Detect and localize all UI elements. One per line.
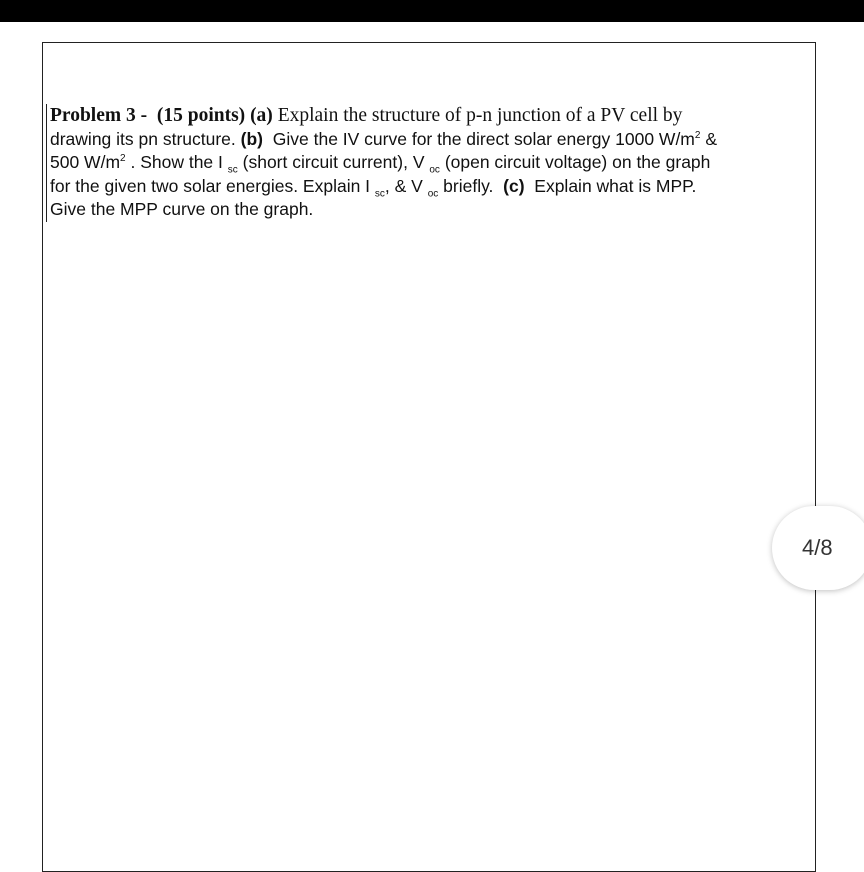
- superscript-2b: 2: [120, 153, 126, 165]
- part-b-label: (b): [240, 128, 264, 149]
- part-a-label: (a): [250, 105, 273, 126]
- problem-statement: [46, 104, 810, 222]
- line5-text: Give the MPP curve on the graph.: [50, 199, 314, 219]
- line3-start: 500 W/m: [50, 152, 121, 172]
- subscript-oc-2: oc: [427, 188, 439, 199]
- subscript-sc: sc: [227, 164, 238, 176]
- line4-start: for the given two solar energies. Explain I: [50, 175, 371, 196]
- part-c-text: Explain what is MPP.: [534, 175, 697, 196]
- part-a-text-1: Explain the structure of p-n junction of a PV cell by: [277, 105, 683, 126]
- superscript-2: 2: [694, 129, 701, 141]
- problem-line-2: [50, 128, 810, 152]
- line3-mid2: (short circuit current), V: [242, 152, 425, 172]
- subscript-sc-2: sc: [374, 188, 385, 199]
- problem-line-3: [50, 151, 810, 175]
- page-indicator-text: 4/8: [802, 535, 833, 560]
- points-label: (15 points): [156, 105, 246, 126]
- problem-line-5: [50, 198, 810, 222]
- problem-line-1: [50, 104, 810, 128]
- page-indicator-badge[interactable]: [772, 506, 864, 590]
- ampersand: &: [705, 128, 718, 149]
- line4-mid: , & V: [384, 175, 423, 196]
- part-a-text-2: drawing its pn structure.: [50, 128, 236, 149]
- line3-end: (open circuit voltage) on the graph: [444, 152, 711, 172]
- part-b-text: Give the IV curve for the direct solar energy 1000 W/m: [272, 128, 695, 149]
- subscript-oc: oc: [429, 164, 440, 176]
- line3-mid1: . Show the I: [130, 152, 223, 172]
- problem-label: Problem 3 -: [50, 105, 148, 126]
- problem-line-4: [50, 175, 810, 199]
- top-black-bar: [0, 0, 864, 22]
- line4-end: briefly.: [443, 175, 494, 196]
- part-c-label: (c): [503, 175, 525, 196]
